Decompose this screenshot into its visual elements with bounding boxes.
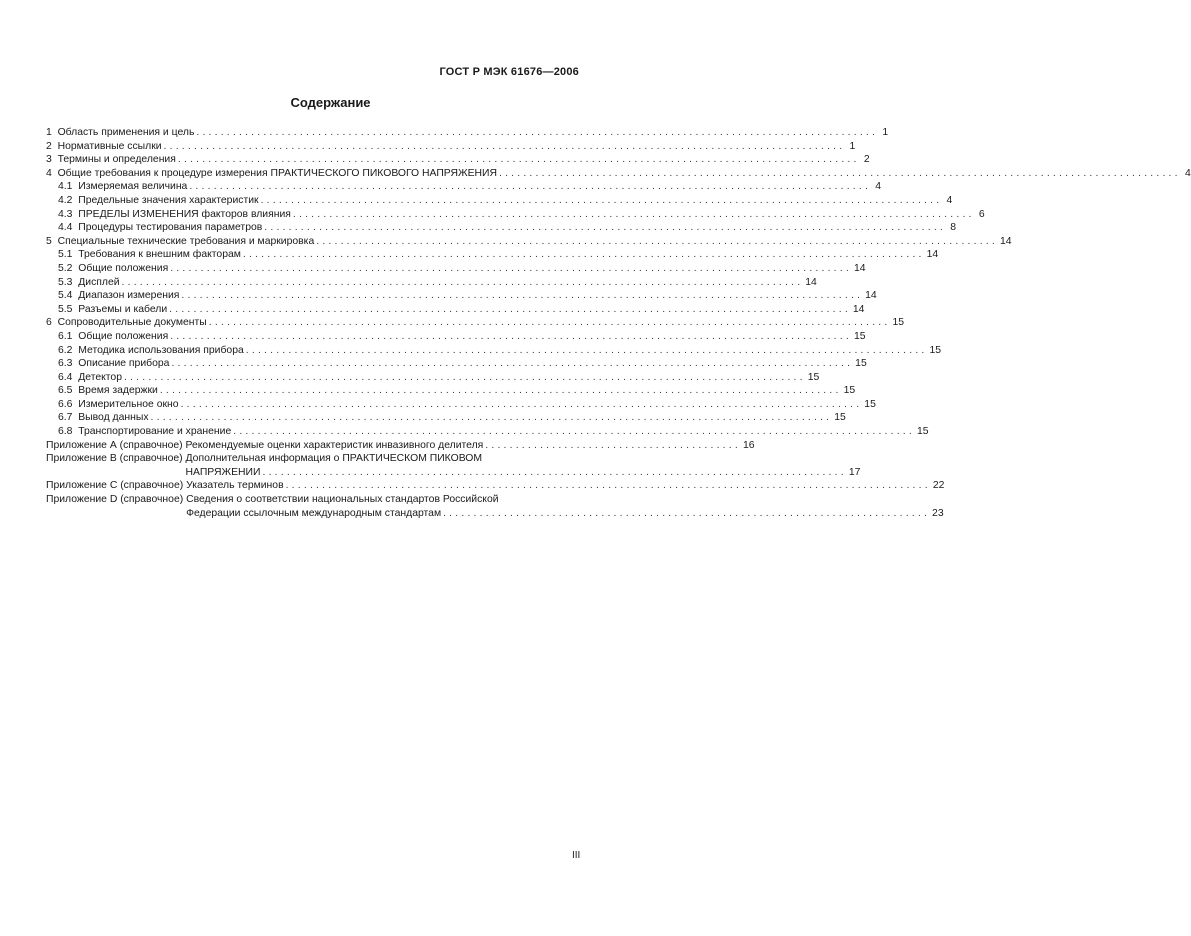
toc-entry[interactable]: 6 Сопроводительные документы ................................................................................................................ 15 (46, 317, 905, 329)
toc-subentry[interactable]: 4.2 Предельные значения характеристик ................................................................................................................ 4 (58, 194, 953, 206)
toc-subentry[interactable]: 5.3 Дисплей ................................................................................................................ 14 (58, 276, 817, 288)
toc-appendix-b[interactable]: Приложение В (справочное) Дополнительная информация о ПРАКТИЧЕСКОМ ПИКОВОМ НАПРЯЖЕНИИ ................................................................................................ 17 (46, 453, 861, 478)
toc-entry[interactable]: 3 Термины и определения ................................................................................................................ 2 (46, 154, 870, 166)
toc-subentry[interactable]: 5.1 Требования к внешним факторам ................................................................................................................ 14 (58, 249, 939, 261)
toc-subentry[interactable]: 4.1 Измеряемая величина ................................................................................................................ 4 (58, 181, 882, 193)
toc-subentry[interactable]: 6.2 Методика использования прибора ................................................................................................................ 15 (58, 344, 942, 356)
page-number: III (572, 850, 581, 861)
toc-entry[interactable]: 5 Специальные технические требования и маркировка ................................................................................................................ 14 (46, 235, 1012, 247)
toc-subentry[interactable]: 4.3 ПРЕДЕЛЫ ИЗМЕНЕНИЯ факторов влияния ................................................................................................................ 6 (58, 208, 985, 220)
toc-entry[interactable]: 2 Нормативные ссылки ................................................................................................................ 1 (46, 140, 856, 152)
toc-subentry[interactable]: 5.5 Разъемы и кабели ................................................................................................................ 14 (58, 303, 865, 315)
toc-entry[interactable]: 4 Общие требования к процедуре измерения ПРАКТИЧЕСКОГО ПИКОВОГО НАПРЯЖЕНИЯ ................................................................................................................ 4 (46, 167, 1191, 179)
toc-subentry[interactable]: 6.8 Транспортирование и хранение ................................................................................................................ 15 (58, 426, 929, 438)
page-title: Содержание (290, 95, 371, 110)
toc-appendix-a[interactable]: Приложение А (справочное) Рекомендуемые оценки характеристик инвазивного делителя .......................................... 16 (46, 439, 755, 451)
toc-subentry[interactable]: 6.4 Детектор ................................................................................................................ 15 (58, 371, 820, 383)
toc-subentry[interactable]: 6.5 Время задержки ................................................................................................................ 15 (58, 385, 856, 397)
table-of-contents (46, 126, 1191, 520)
toc-entry[interactable]: 1 Область применения и цель ................................................................................................................ 1 (46, 127, 889, 138)
toc-appendix-c[interactable]: Приложение С (справочное) Указатель терминов .......................................................................................................... 22 (46, 480, 945, 492)
toc-subentry[interactable]: 6.1 Общие положения ................................................................................................................ 15 (58, 330, 866, 342)
toc-subentry[interactable]: 6.3 Описание прибора ................................................................................................................ 15 (58, 358, 867, 370)
toc-subentry[interactable]: 6.6 Измерительное окно ................................................................................................................ 15 (58, 398, 876, 410)
toc-subentry[interactable]: 4.4 Процедуры тестирования параметров ................................................................................................................ 8 (58, 222, 957, 234)
document-code: ГОСТ Р МЭК 61676—2006 (439, 66, 579, 78)
toc-subentry[interactable]: 5.2 Общие положения ................................................................................................................ 14 (58, 262, 866, 274)
toc-subentry[interactable]: 6.7 Вывод данных ................................................................................................................ 15 (58, 412, 846, 424)
toc-subentry[interactable]: 5.4 Диапазон измерения ................................................................................................................ 14 (58, 290, 877, 302)
toc-appendix-d[interactable]: Приложение D (справочное) Сведения о соответствии национальных стандартов Российской Федерации ссылочным международным стандартам ................................................................................ 23 (46, 494, 944, 519)
